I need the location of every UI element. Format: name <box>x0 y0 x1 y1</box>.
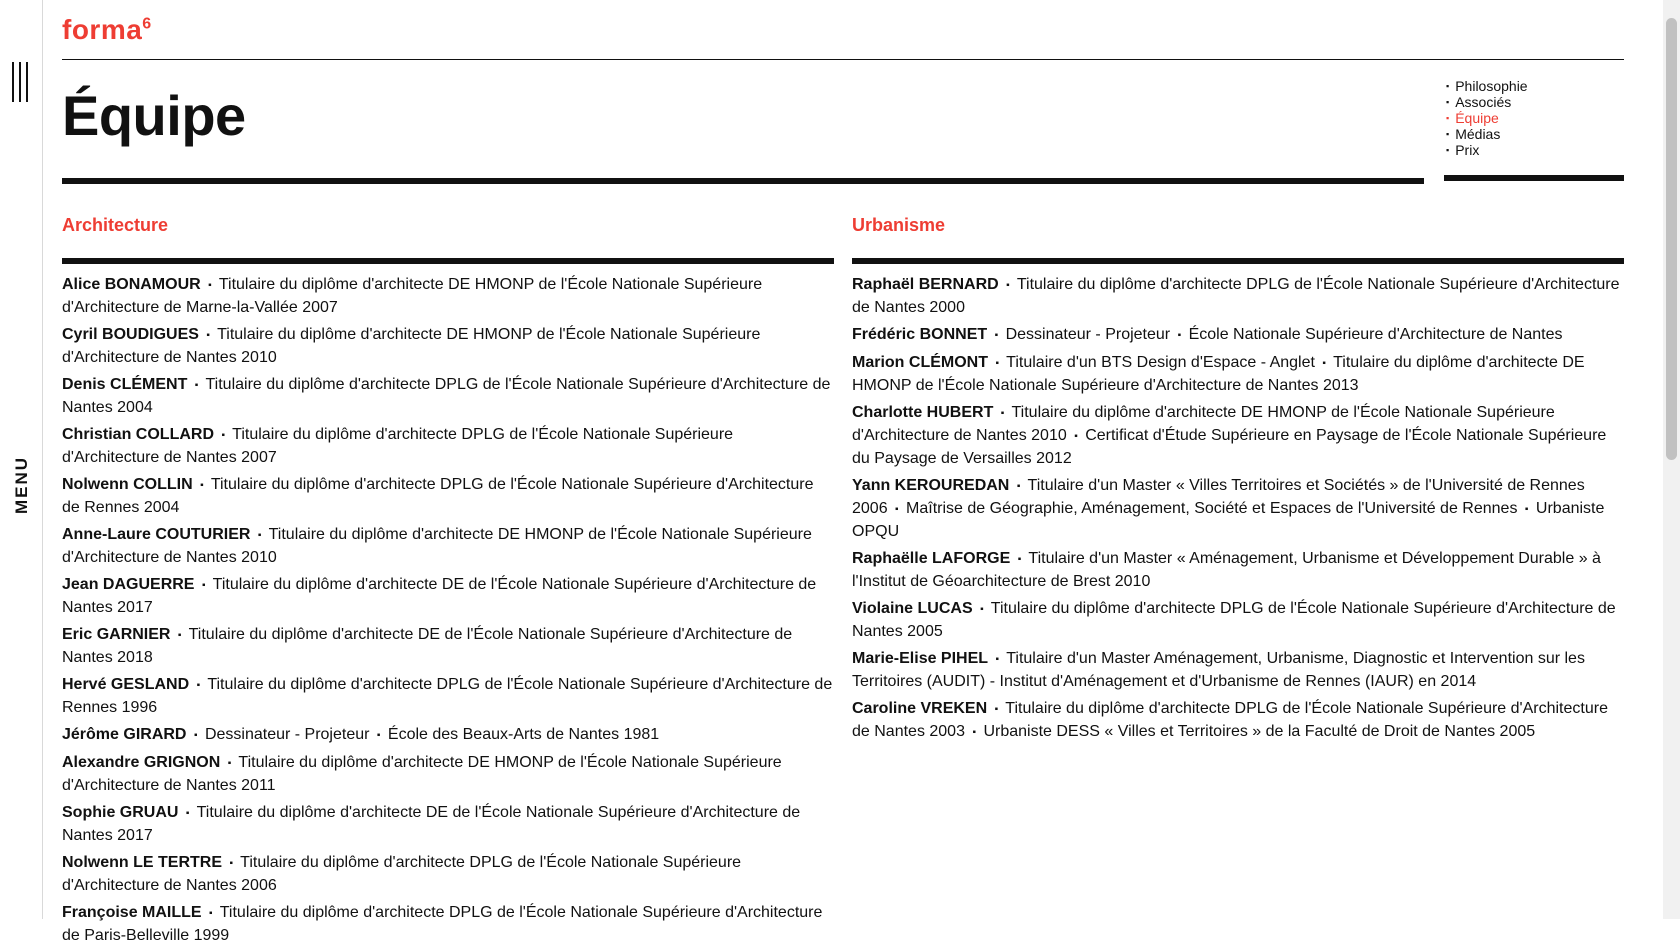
square-separator-icon: ▪ <box>1000 408 1005 419</box>
subnav-item[interactable] <box>1446 142 1528 158</box>
urbanisme-column <box>852 212 1624 749</box>
square-separator-icon: ▪ <box>994 704 999 715</box>
team-member-entry <box>852 648 1624 693</box>
team-member-entry <box>62 474 834 519</box>
team-member-credential: Titulaire du diplôme d'architecte DPLG de l'École Nationale Supérieure d'Architecture de Nantes 2000 <box>852 276 1620 316</box>
team-member-entry <box>852 352 1624 397</box>
team-member-entry <box>62 624 834 669</box>
team-member-name: Alexandre GRIGNON <box>62 754 221 771</box>
square-separator-icon: ▪ <box>227 758 232 769</box>
team-member-entry <box>62 574 834 619</box>
square-separator-icon: ▪ <box>1524 504 1529 515</box>
team-member-credential: Titulaire du diplôme d'architecte DE HMONP de l'École Nationale Supérieure d'Architecture de Nantes 2011 <box>62 754 782 794</box>
team-member-name: Frédéric BONNET <box>852 326 988 343</box>
team-member-entry <box>62 424 834 469</box>
square-separator-icon: ▪ <box>972 727 976 738</box>
section-subnav <box>1446 78 1528 158</box>
scrollbar[interactable] <box>1663 0 1680 919</box>
square-separator-icon: ▪ <box>895 504 899 515</box>
team-member-entry <box>62 374 834 419</box>
scrollbar-thumb[interactable] <box>1666 18 1677 460</box>
square-separator-icon: ▪ <box>980 604 984 615</box>
team-member-credential: Titulaire du diplôme d'architecte DPLG de l'École Nationale Supérieure d'Architecture de Nantes 2005 <box>852 600 1616 640</box>
square-separator-icon: ▪ <box>257 530 262 541</box>
square-separator-icon: ▪ <box>1006 280 1010 291</box>
subnav-item[interactable] <box>1446 126 1528 142</box>
urbanisme-heading: Urbanisme <box>852 215 946 235</box>
square-separator-icon: ▪ <box>1177 330 1182 341</box>
team-member-credential: Titulaire du diplôme d'architecte DE de l'École Nationale Supérieure d'Architecture de Nantes 2018 <box>62 626 793 666</box>
square-separator-icon: ▪ <box>994 330 999 341</box>
team-member-entry <box>852 598 1624 643</box>
team-member-name: Jean DAGUERRE <box>62 576 195 593</box>
team-member-name: Yann KEROUREDAN <box>852 477 1010 494</box>
subnav-item[interactable] <box>1446 110 1528 126</box>
team-member-name: Raphaël BERNARD <box>852 276 999 293</box>
team-member-credential: École des Beaux-Arts de Nantes 1981 <box>387 726 660 743</box>
team-member-credential: Urbaniste OPQU <box>852 500 1605 540</box>
square-bullet-icon: ▪ <box>1446 81 1450 91</box>
team-member-name: Raphaëlle LAFORGE <box>852 550 1011 567</box>
team-member-entry <box>852 698 1624 744</box>
square-bullet-icon: ▪ <box>1446 113 1450 123</box>
team-member-name: Hervé GESLAND <box>62 676 190 693</box>
team-member-entry <box>852 475 1624 543</box>
subnav-item-label: Prix <box>1455 142 1480 158</box>
square-separator-icon: ▪ <box>376 730 381 741</box>
team-member-name: Françoise MAILLE <box>62 904 202 921</box>
square-separator-icon: ▪ <box>995 358 999 369</box>
team-member-credential: Titulaire d'un BTS Design d'Espace - Anglet <box>1006 354 1315 371</box>
subnav-item-label: Équipe <box>1455 110 1499 126</box>
square-bullet-icon: ▪ <box>1446 129 1450 139</box>
header-divider <box>62 59 1624 60</box>
architecture-divider <box>62 258 834 264</box>
square-separator-icon: ▪ <box>1016 481 1021 492</box>
team-member-credential: Dessinateur - Projeteur <box>204 726 370 743</box>
page-title: Équipe <box>62 84 246 147</box>
architecture-heading: Architecture <box>62 215 169 235</box>
team-member-name: Nolwenn LE TERTRE <box>62 854 222 871</box>
square-separator-icon: ▪ <box>200 480 204 491</box>
team-member-name: Cyril BOUDIGUES <box>62 326 199 343</box>
team-member-credential: Titulaire d'un Master Aménagement, Urbanisme, Diagnostic et Intervention sur les Territoires (AUDIT) - Institut d'Aménagement et d'Urbanisme de Rennes (IAUR) en 2014 <box>852 650 1585 690</box>
team-member-name: Nolwenn COLLIN <box>62 476 193 493</box>
square-bullet-icon: ▪ <box>1446 97 1450 107</box>
team-member-entry <box>852 274 1624 319</box>
team-member-entry <box>62 524 834 569</box>
square-separator-icon: ▪ <box>194 380 199 391</box>
team-member-entry <box>62 902 834 947</box>
team-member-entry <box>62 674 834 719</box>
subnav-divider <box>1444 175 1624 181</box>
urbanisme-divider <box>852 258 1624 264</box>
team-member-entry <box>62 802 834 847</box>
square-separator-icon: ▪ <box>229 858 233 869</box>
team-member-name: Eric GARNIER <box>62 626 171 643</box>
team-member-entry <box>852 402 1624 470</box>
square-separator-icon: ▪ <box>209 908 213 919</box>
architecture-team-list <box>62 274 834 947</box>
team-member-entry <box>62 752 834 797</box>
team-member-entry <box>852 548 1624 593</box>
team-member-entry <box>62 852 834 897</box>
team-member-credential: Urbaniste DESS « Villes et Territoires » de la Faculté de Droit de Nantes 2005 <box>983 723 1536 740</box>
team-member-credential: Titulaire du diplôme d'architecte DPLG de l'École Nationale Supérieure d'Architecture de Nantes 2006 <box>62 854 742 894</box>
team-member-credential: Maîtrise de Géographie, Aménagement, Société et Espaces de l'Université de Rennes <box>906 500 1518 517</box>
team-member-name: Sophie GRUAU <box>62 804 179 821</box>
team-member-credential: Titulaire du diplôme d'architecte DE de l'École Nationale Supérieure d'Architecture de Nantes 2017 <box>62 576 817 616</box>
square-separator-icon: ▪ <box>221 430 225 441</box>
square-separator-icon: ▪ <box>1017 554 1022 565</box>
team-member-credential: Titulaire du diplôme d'architecte DE HMONP de l'École Nationale Supérieure d'Architecture de Nantes 2013 <box>852 354 1585 394</box>
team-member-credential: Titulaire d'un Master « Villes Territoires et Sociétés » de l'Université de Rennes 2006 <box>852 477 1585 517</box>
team-member-credential: Titulaire du diplôme d'architecte DPLG de l'École Nationale Supérieure d'Architecture de Nantes 2004 <box>62 376 831 416</box>
square-separator-icon: ▪ <box>201 580 206 591</box>
team-member-credential: Titulaire du diplôme d'architecte DE HMONP de l'École Nationale Supérieure d'Architecture de Nantes 2010 <box>62 526 812 566</box>
team-member-entry <box>852 324 1624 347</box>
square-separator-icon: ▪ <box>177 630 182 641</box>
team-member-credential: Titulaire du diplôme d'architecte DPLG de l'École Nationale Supérieure d'Architecture de Rennes 1996 <box>62 676 833 716</box>
team-member-credential: Titulaire du diplôme d'architecte DPLG de l'École Nationale Supérieure d'Architecture de Paris-Belleville 1999 <box>62 904 823 944</box>
square-separator-icon: ▪ <box>185 808 190 819</box>
team-member-credential: Titulaire du diplôme d'architecte DE de l'École Nationale Supérieure d'Architecture de Nantes 2017 <box>62 804 801 844</box>
forma6-logo[interactable]: forma$^6$ <box>62 14 152 45</box>
square-separator-icon: ▪ <box>193 730 198 741</box>
team-member-credential: Dessinateur - Projeteur <box>1005 326 1171 343</box>
team-member-credential: Titulaire du diplôme d'architecte DE HMONP de l'École Nationale Supérieure d'Architecture de Nantes 2010 <box>62 326 761 366</box>
team-member-name: Charlotte HUBERT <box>852 404 994 421</box>
team-member-name: Violaine LUCAS <box>852 600 973 617</box>
menu-button[interactable]: MENU <box>12 455 31 514</box>
team-member-name: Denis CLÉMENT <box>62 376 188 393</box>
team-member-entry <box>62 274 834 319</box>
team-member-credential: Titulaire du diplôme d'architecte DE HMONP de l'École Nationale Supérieure d'Architecture de Marne-la-Vallée 2007 <box>62 276 763 316</box>
team-member-credential: Titulaire du diplôme d'architecte DPLG de l'École Nationale Supérieure d'Architecture de Rennes 2004 <box>62 476 814 516</box>
hamburger-icon[interactable] <box>12 62 30 102</box>
square-separator-icon: ▪ <box>208 280 212 291</box>
subnav-item[interactable] <box>1446 94 1528 110</box>
team-member-name: Christian COLLARD <box>62 426 214 443</box>
team-member-credential: École Nationale Supérieure d'Architecture de Nantes <box>1188 326 1563 343</box>
team-member-credential: Titulaire du diplôme d'architecte DE HMONP de l'École Nationale Supérieure d'Architecture de Nantes 2010 <box>852 404 1555 444</box>
team-member-name: Marie-Elise PIHEL <box>852 650 989 667</box>
team-member-name: Alice BONAMOUR <box>62 276 201 293</box>
square-bullet-icon: ▪ <box>1446 145 1450 155</box>
square-separator-icon: ▪ <box>1322 358 1326 369</box>
subnav-item-label: Philosophie <box>1455 78 1528 94</box>
menu-rail <box>0 0 43 919</box>
team-member-entry <box>62 724 834 747</box>
team-member-credential: Titulaire d'un Master « Aménagement, Urbanisme et Développement Durable » à l'Institut de Géoarchitecture de Brest 2010 <box>852 550 1601 590</box>
square-separator-icon: ▪ <box>995 654 1000 665</box>
title-divider <box>62 178 1424 184</box>
team-member-credential: Titulaire du diplôme d'architecte DPLG de l'École Nationale Supérieure d'Architecture de Nantes 2007 <box>62 426 734 466</box>
square-separator-icon: ▪ <box>206 330 210 341</box>
subnav-item[interactable] <box>1446 78 1528 94</box>
urbanisme-team-list <box>852 274 1624 744</box>
team-member-name: Caroline VREKEN <box>852 700 988 717</box>
team-member-name: Jérôme GIRARD <box>62 726 187 743</box>
architecture-column <box>62 212 834 952</box>
square-separator-icon: ▪ <box>196 680 201 691</box>
subnav-item-label: Associés <box>1455 94 1512 110</box>
square-separator-icon: ▪ <box>1074 431 1078 442</box>
team-member-name: Anne-Laure COUTURIER <box>62 526 251 543</box>
team-member-credential: Titulaire du diplôme d'architecte DPLG de l'École Nationale Supérieure d'Architecture de Nantes 2003 <box>852 700 1608 740</box>
team-member-credential: Certificat d'Étude Supérieure en Paysage de l'École Nationale Supérieure du Paysage de Versailles 2012 <box>852 427 1607 467</box>
subnav-item-label: Médias <box>1455 126 1501 142</box>
team-member-entry <box>62 324 834 369</box>
team-member-name: Marion CLÉMONT <box>852 354 988 371</box>
